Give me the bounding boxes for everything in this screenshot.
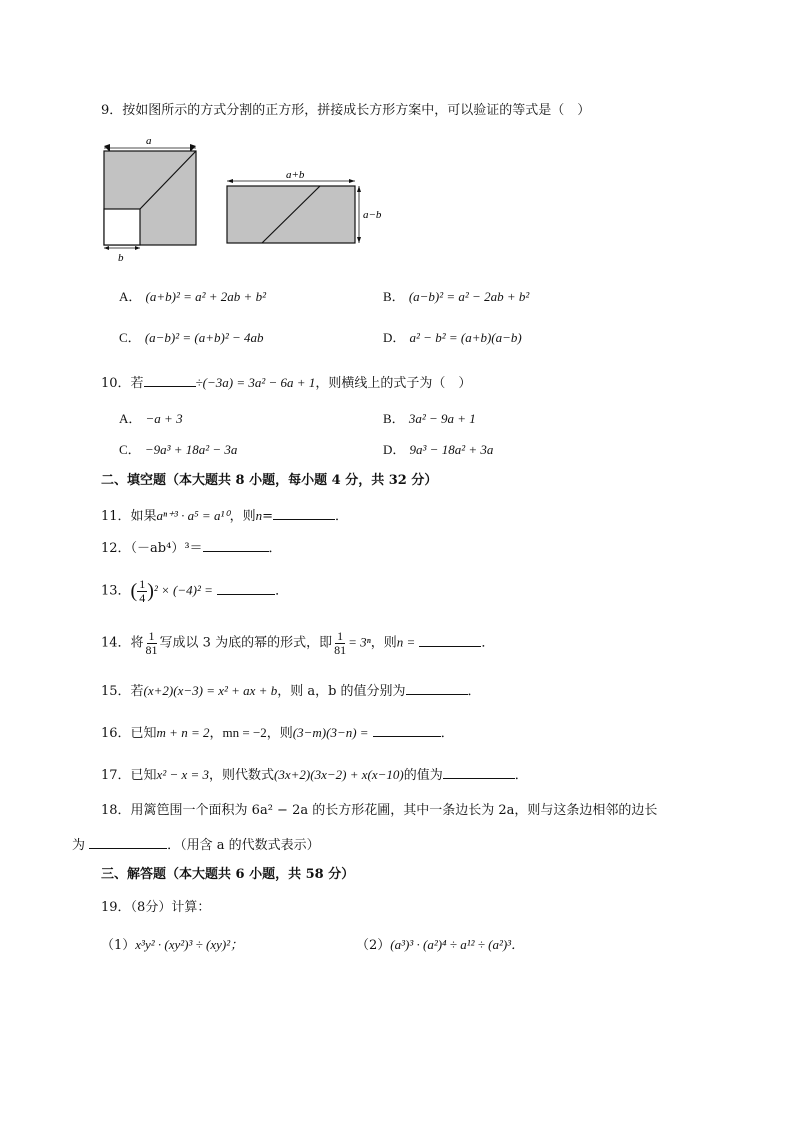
q12: 12．（－ab⁴）³＝ ． <box>101 541 282 556</box>
q14-blank[interactable] <box>419 634 481 647</box>
q13-blank[interactable] <box>217 582 275 595</box>
q9-option-a: A． (a+b)² = a² + 2ab + b² <box>119 289 266 304</box>
q11-blank[interactable] <box>273 507 335 520</box>
q10-option-d: D． 9a³ − 18a² + 3a <box>383 442 494 457</box>
q19-stem: 19．（8分）计算： <box>101 900 211 915</box>
q9-figure <box>96 130 382 265</box>
q9-option-b: B． (a−b)² = a² − 2ab + b² <box>383 289 530 304</box>
q18-line2: 为 ．（用含 a 的代数式表示） <box>72 838 320 853</box>
q19-part1: （1）x³y² · (xy²)³ ÷ (xy)²； <box>101 937 244 953</box>
q15: 15．若(x+2)(x−3) = x² + ax + b，则 a，b 的值分别为 ． <box>101 683 481 699</box>
q9-option-d: D． a² − b² = (a+b)(a−b) <box>383 330 522 345</box>
q18-blank[interactable] <box>89 836 167 849</box>
q13: 13．( $\frac{1}{4}$ )² × (−4)² = ． <box>101 577 289 605</box>
q10-option-a: A． −a + 3 <box>119 411 183 426</box>
q19-part2: （2）(a³)³ · (a²)⁴ ÷ a¹² ÷ (a²)³． <box>356 937 525 953</box>
q10-option-b: B． 3a² − 9a + 1 <box>383 411 476 426</box>
q17-blank[interactable] <box>443 766 515 779</box>
q14-fraction-2: $\frac{1}{81}$ <box>334 629 347 657</box>
q17: 17．已知x² − x = 3，则代数式(3x+2)(3x−2) + x(x−10)的值为 ． <box>101 767 528 783</box>
q14-fraction-1: $\frac{1}{81}$ <box>145 629 158 657</box>
q10-option-c: C． −9a³ + 18a² − 3a <box>119 442 238 457</box>
fig-label-apb: a+b <box>286 169 305 181</box>
fig-label-b: b <box>118 252 124 264</box>
q14: 14．将 $\frac{1}{81}$ 写成以 3 为底的幂的形式，即 $\frac{1}{81}$ = 3ⁿ，则n = ． <box>101 629 495 657</box>
fig-label-a: a <box>146 135 152 147</box>
fig-label-amb: a−b <box>363 209 382 221</box>
q18-line1: 18．用篱笆围一个面积为 6a² − 2a 的长方形花圃，其中一条边长为 2a，则与这条边相邻的边长 <box>101 803 658 818</box>
q10-stem: 10．若 ÷(−3a) = 3a² − 6a + 1，则横线上的式子为（ ） <box>101 375 472 391</box>
q16-blank[interactable] <box>373 724 441 737</box>
q9-option-c: C． (a−b)² = (a+b)² − 4ab <box>119 330 264 345</box>
q10-blank[interactable] <box>144 374 196 387</box>
q15-blank[interactable] <box>406 682 468 695</box>
q11: 11．如果aⁿ⁺³ · a⁵ = a¹⁰，则n= ． <box>101 508 348 524</box>
q16: 16．已知m + n = 2，mn = −2，则(3−m)(3−n) = ． <box>101 725 454 741</box>
q9-stem: 9．按如图所示的方式分割的正方形，拼接成长方形方案中，可以验证的等式是（ ） <box>101 103 591 118</box>
section2-title: 二、填空题（本大题共 8 小题，每小题 4 分，共 32 分） <box>101 473 438 488</box>
q13-fraction: $\frac{1}{4}$ <box>139 577 146 605</box>
section3-title: 三、解答题（本大题共 6 小题，共 58 分） <box>101 867 355 882</box>
q12-blank[interactable] <box>203 539 269 552</box>
